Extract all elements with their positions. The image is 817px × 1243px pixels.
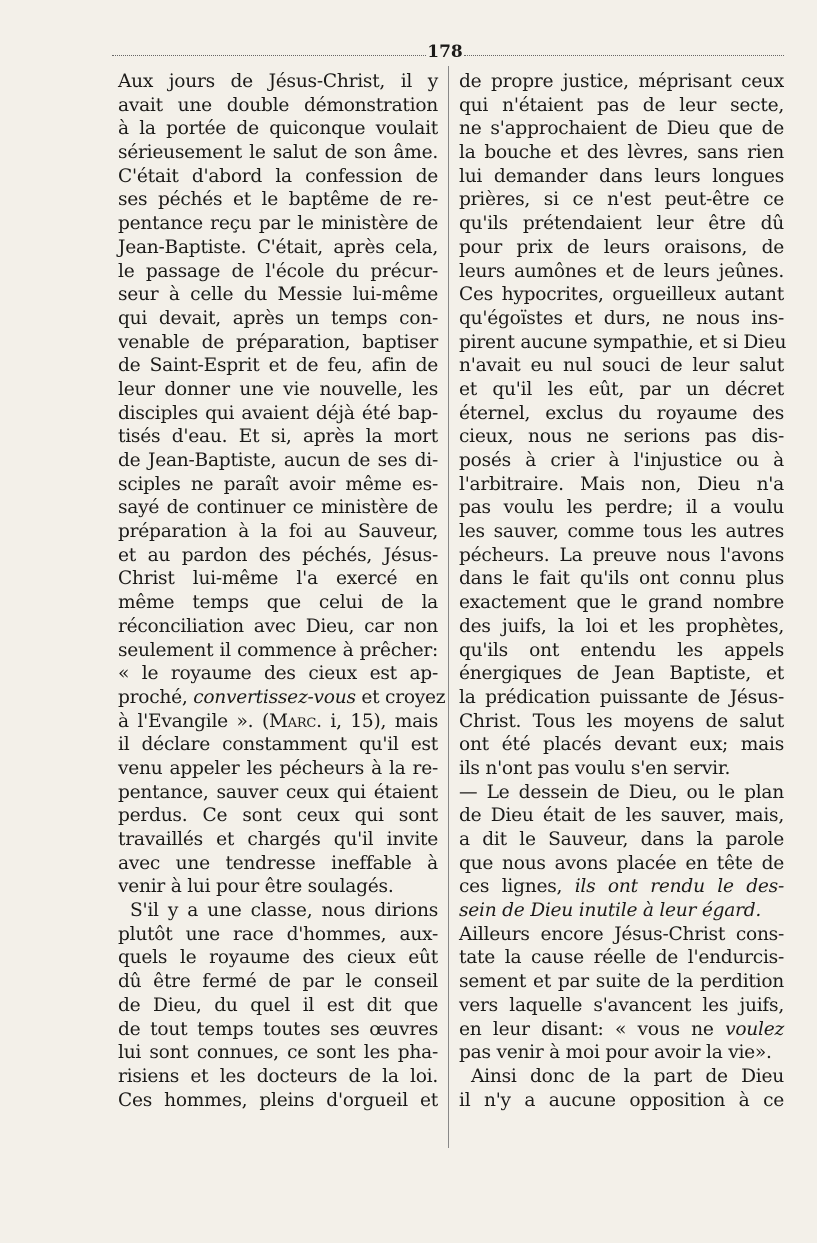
text-line: [459, 1018, 784, 1042]
italic-phrase: voulez: [725, 1018, 784, 1040]
text-line: pirent aucune sympathie, et si Dieu: [459, 331, 787, 353]
text-run: et croyez: [355, 686, 446, 708]
italic-phrase: ils ont rendu le des-: [574, 876, 784, 898]
text-line: ont été placés devant eux; mais: [459, 734, 784, 756]
text-line: de Dieu, du quel il est dit que: [118, 994, 438, 1016]
text-run: proché,: [118, 686, 194, 708]
text-line: Jean-Baptiste. C'était, après cela,: [118, 236, 438, 258]
text-line: posés à crier à l'injustice ou à: [459, 450, 784, 471]
text-line: Christ lui-même l'a exercé en: [118, 568, 438, 590]
header-rule-right: [464, 55, 784, 56]
text-line: lui demander dans leurs longues: [459, 165, 784, 187]
text-line: pentance reçu par le ministère de: [118, 213, 438, 235]
text-line: qu'ils prétendaient leur être dû: [459, 213, 784, 235]
text-line: avait une double démonstration: [118, 94, 438, 116]
text-line: l'arbitraire. Mais non, Dieu n'a: [459, 473, 784, 495]
text-line: Ainsi donc de la part de Dieu: [471, 1065, 784, 1087]
text-line: seulement il commence à prêcher:: [118, 639, 438, 661]
text-line: cieux, nous ne serions pas dis-: [459, 426, 784, 448]
text-line: exactement que le grand nombre: [459, 592, 784, 614]
text-line: qui devait, après un temps con-: [118, 307, 438, 329]
text-line: avec une tendresse ineffable à: [118, 852, 438, 874]
text-line: sérieusement le salut de son âme.: [118, 142, 438, 164]
text-line: de propre justice, méprisant ceux: [459, 71, 784, 92]
text-line: dû être fermé de par le conseil: [118, 971, 438, 993]
text-line: pas voulu les perdre; il a voulu: [459, 497, 784, 519]
text-line: pour prix de leurs oraisons, de: [459, 236, 784, 258]
page-number: 178: [427, 42, 463, 62]
left-column: [118, 70, 446, 1112]
column-divider: [448, 66, 449, 1148]
text-line: les sauver, comme tous les autres: [459, 521, 784, 543]
text-line: Aux jours de Jésus-Christ, il y: [118, 71, 438, 92]
text-line: tate la cause réelle de l'endurcis-: [459, 947, 784, 969]
text-line: qu'ils ont entendu les appels: [459, 639, 784, 661]
text-run: ces lignes,: [459, 876, 575, 898]
text-line: de Dieu était de les sauver, mais,: [459, 805, 784, 827]
text-line: dans le fait qu'ils ont connu plus: [459, 568, 784, 590]
text-line: ils n'ont pas voulu s'en servir.: [459, 757, 731, 779]
text-line: de tout temps toutes ses œuvres: [118, 1018, 438, 1040]
text-line: vers laquelle s'avancent les juifs,: [459, 994, 784, 1016]
text-line: sement et par suite de la perdition: [459, 971, 784, 993]
text-line: venu appeler les pécheurs à la re-: [118, 757, 438, 779]
text-line: éternel, exclus du royaume des: [459, 402, 784, 424]
text-line: à la portée de quiconque voulait: [118, 118, 438, 140]
header-rule-left: [112, 55, 426, 56]
text-line: de Jean-Baptiste, aucun de ses di-: [118, 450, 438, 471]
text-line: que nous avons placée en tête de: [459, 852, 784, 874]
italic-phrase: convertissez-vous: [193, 686, 356, 708]
text-line: venir à lui pour être soulagés.: [118, 876, 394, 898]
text-line: il déclare constamment qu'il est: [118, 734, 438, 756]
text-line: prières, si ce n'est peut-être ce: [459, 189, 784, 211]
text-line: qu'égoïstes et durs, ne nous ins-: [459, 307, 784, 329]
right-column: [459, 70, 787, 1112]
page-header: [112, 42, 784, 66]
text-line: préparation à la foi au Sauveur,: [118, 521, 438, 543]
text-line: « le royaume des cieux est ap-: [118, 663, 438, 685]
text-line: il n'y a aucune opposition à ce: [459, 1089, 784, 1111]
text-line: sciples ne paraît avoir même es-: [118, 473, 438, 495]
text-line: quels le royaume des cieux eût: [118, 947, 438, 969]
text-line: sayé de continuer ce ministère de: [118, 497, 438, 519]
text-line: pentance, sauver ceux qui étaient: [118, 781, 438, 803]
text-line: leurs aumônes et de leurs jeûnes.: [459, 260, 784, 282]
text-line: et au pardon des péchés, Jésus-: [118, 544, 438, 566]
text-line: qui n'étaient pas de leur secte,: [459, 94, 784, 116]
text-line: disciples qui avaient déjà été bap-: [118, 402, 438, 424]
text-run: à l'Evangile ». (: [118, 710, 269, 732]
text-line: lui sont connues, ce sont les pha-: [118, 1042, 438, 1064]
text-line: risiens et les docteurs de la loi.: [118, 1065, 438, 1087]
text-line: pas venir à moi pour avoir la vie».: [459, 1042, 772, 1064]
text-line: de Saint-Esprit et de feu, afin de: [118, 355, 438, 377]
italic-phrase: sein de Dieu inutile à leur égard.: [459, 900, 762, 922]
text-line: ne s'approchaient de Dieu que de: [459, 118, 784, 140]
text-line: le passage de l'école du précur-: [118, 260, 438, 282]
text-line: [459, 899, 784, 923]
text-line: [459, 875, 784, 899]
text-line: — Le dessein de Dieu, ou le plan: [459, 781, 784, 803]
text-line: [118, 686, 446, 710]
text-line: tisés d'eau. Et si, après la mort: [118, 426, 438, 448]
text-line: [118, 710, 438, 734]
scripture-reference: Marc.: [268, 710, 322, 732]
text-line: énergiques de Jean Baptiste, et: [459, 663, 784, 685]
text-run: en leur disant: « vous ne: [459, 1018, 726, 1040]
text-line: la prédication puissante de Jésus-: [459, 686, 784, 708]
text-line: n'avait eu nul souci de leur salut: [459, 355, 784, 377]
text-line: C'était d'abord la confession de: [118, 165, 438, 187]
text-line: venable de préparation, baptiser: [118, 331, 438, 353]
text-line: Christ. Tous les moyens de salut: [459, 710, 784, 732]
text-line: la bouche et des lèvres, sans rien: [459, 142, 784, 164]
text-line: a dit le Sauveur, dans la parole: [459, 829, 784, 850]
text-line: Ces hypocrites, orgueilleux autant: [459, 284, 784, 306]
text-run: i, 15), mais: [321, 710, 438, 732]
text-line: et qu'il les eût, par un décret: [459, 378, 784, 400]
text-line: Ailleurs encore Jésus-Christ cons-: [459, 923, 784, 945]
text-line: même temps que celui de la: [118, 592, 438, 614]
text-line: travaillés et chargés qu'il invite: [118, 829, 438, 850]
text-line: leur donner une vie nouvelle, les: [118, 378, 438, 400]
text-line: seur à celle du Messie lui-même: [118, 284, 438, 306]
text-line: pécheurs. La preuve nous l'avons: [459, 544, 784, 566]
text-line: des juifs, la loi et les prophètes,: [459, 615, 784, 637]
text-line: S'il y a une classe, nous dirions: [130, 900, 438, 922]
text-line: ses péchés et le baptême de re-: [118, 189, 438, 211]
text-line: plutôt une race d'hommes, aux-: [118, 923, 438, 945]
text-line: perdus. Ce sont ceux qui sont: [118, 805, 438, 827]
text-line: réconciliation avec Dieu, car non: [118, 615, 438, 637]
text-line: Ces hommes, pleins d'orgueil et: [118, 1089, 438, 1111]
